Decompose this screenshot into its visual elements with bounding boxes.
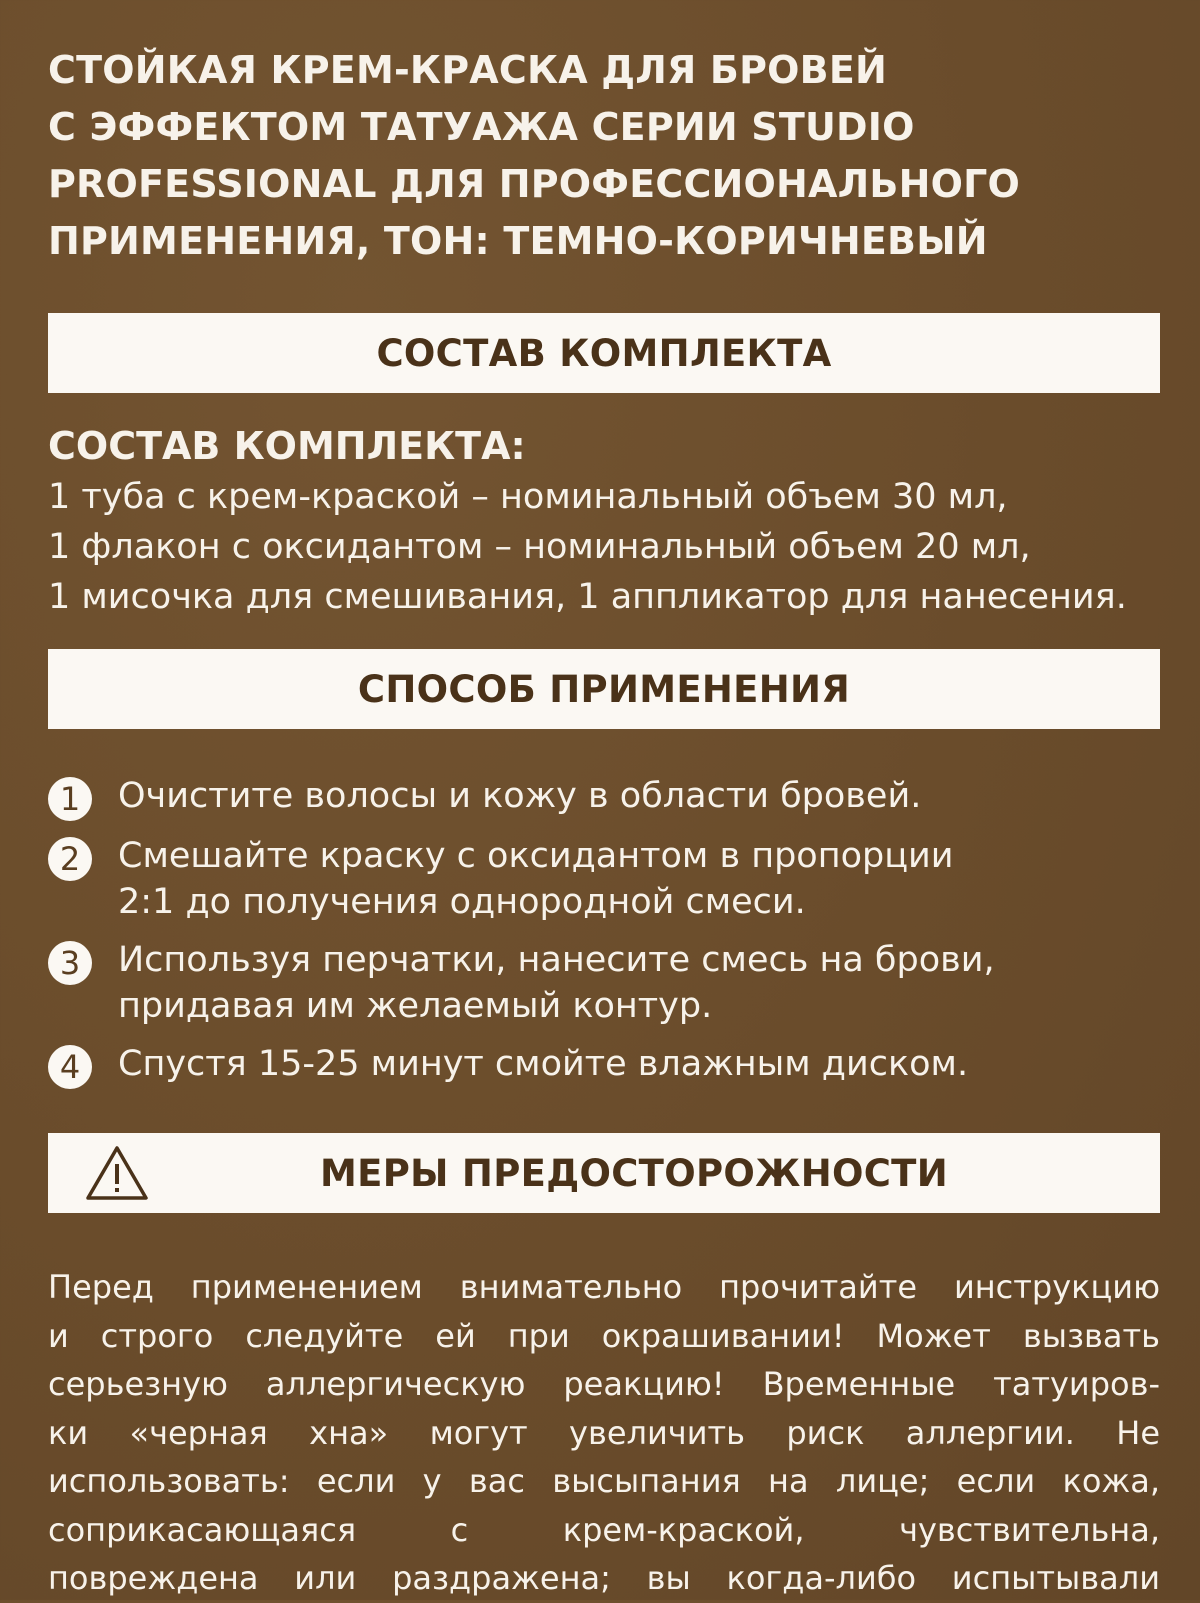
step-text-line: Спустя 15-25 минут смойте влажным диском. (118, 1044, 969, 1084)
usage-step (48, 833, 1178, 925)
precautions-line: Перед применением внимательно прочитайте инструкцию (48, 1268, 1160, 1306)
step-text (118, 1041, 968, 1087)
precautions-line: повреждена или раздражена; вы когда-либо испытывали (48, 1559, 1160, 1597)
step-number-badge: 4 (48, 1045, 92, 1089)
precautions-line: и строго следуйте ей при окрашивании! Может вызвать (48, 1316, 1160, 1355)
precautions-line: серьезную аллергическую реакцию! Временные татуиров- (48, 1365, 1160, 1403)
step-text (118, 833, 954, 925)
product-title-line: PROFESSIONAL ДЛЯ ПРОФЕССИОНАЛЬНОГО (48, 162, 1020, 206)
kit-heading: СОСТАВ КОМПЛЕКТА: (48, 424, 526, 468)
product-title-line: ПРИМЕНЕНИЯ, ТОН: ТЕМНО-КОРИЧНЕВЫЙ (48, 219, 988, 263)
step-text-line: Очистите волосы и кожу в области бровей. (118, 776, 922, 816)
step-text-line: Используя перчатки, нанесите смесь на брови, (118, 940, 995, 980)
precautions-line: ки «черная хна» могут увеличить риск аллергии. Не (48, 1413, 1160, 1452)
step-number-badge: 2 (48, 837, 92, 881)
product-title-line: СТОЙКАЯ КРЕМ-КРАСКА ДЛЯ БРОВЕЙ (48, 48, 887, 92)
step-text-line: придавая им желаемый контур. (118, 986, 713, 1026)
usage-step (48, 1041, 1178, 1089)
usage-steps (48, 773, 1178, 1101)
precautions-text (48, 1263, 1160, 1603)
kit-line: 1 туба с крем-краской – номинальный объем 30 мл, (48, 477, 1008, 517)
kit-section-banner-label: СОСТАВ КОМПЛЕКТА (376, 331, 832, 375)
precautions-section-banner-label: МЕРЫ ПРЕДОСТОРОЖНОСТИ (320, 1151, 948, 1195)
kit-contents (48, 420, 1178, 622)
step-text-line: Смешайте краску с оксидантом в пропорции (118, 836, 954, 876)
precautions-section-banner (48, 1133, 1160, 1213)
usage-step (48, 937, 1178, 1029)
step-number-badge: 3 (48, 941, 92, 985)
warning-triangle-icon (84, 1144, 150, 1202)
precautions-line: соприкасающаяся с крем-краской, чувствительна, (48, 1510, 1160, 1549)
product-title-line: С ЭФФЕКТОМ ТАТУАЖА СЕРИИ STUDIO (48, 105, 915, 149)
precautions-line: использовать: если у вас высыпания на лице; если кожа, (48, 1462, 1160, 1500)
usage-step (48, 773, 1178, 821)
kit-section-banner (48, 313, 1160, 393)
kit-line: 1 флакон с оксидантом – номинальный объем 20 мл, (48, 527, 1031, 567)
step-text-line: 2:1 до получения однородной смеси. (118, 882, 806, 922)
usage-section-banner (48, 649, 1160, 729)
product-title (48, 42, 1168, 270)
step-text (118, 773, 921, 819)
usage-section-banner-label: СПОСОБ ПРИМЕНЕНИЯ (357, 667, 851, 711)
step-text (118, 937, 995, 1029)
step-number-badge: 1 (48, 777, 92, 821)
kit-line: 1 мисочка для смешивания, 1 аппликатор для нанесения. (48, 577, 1127, 617)
